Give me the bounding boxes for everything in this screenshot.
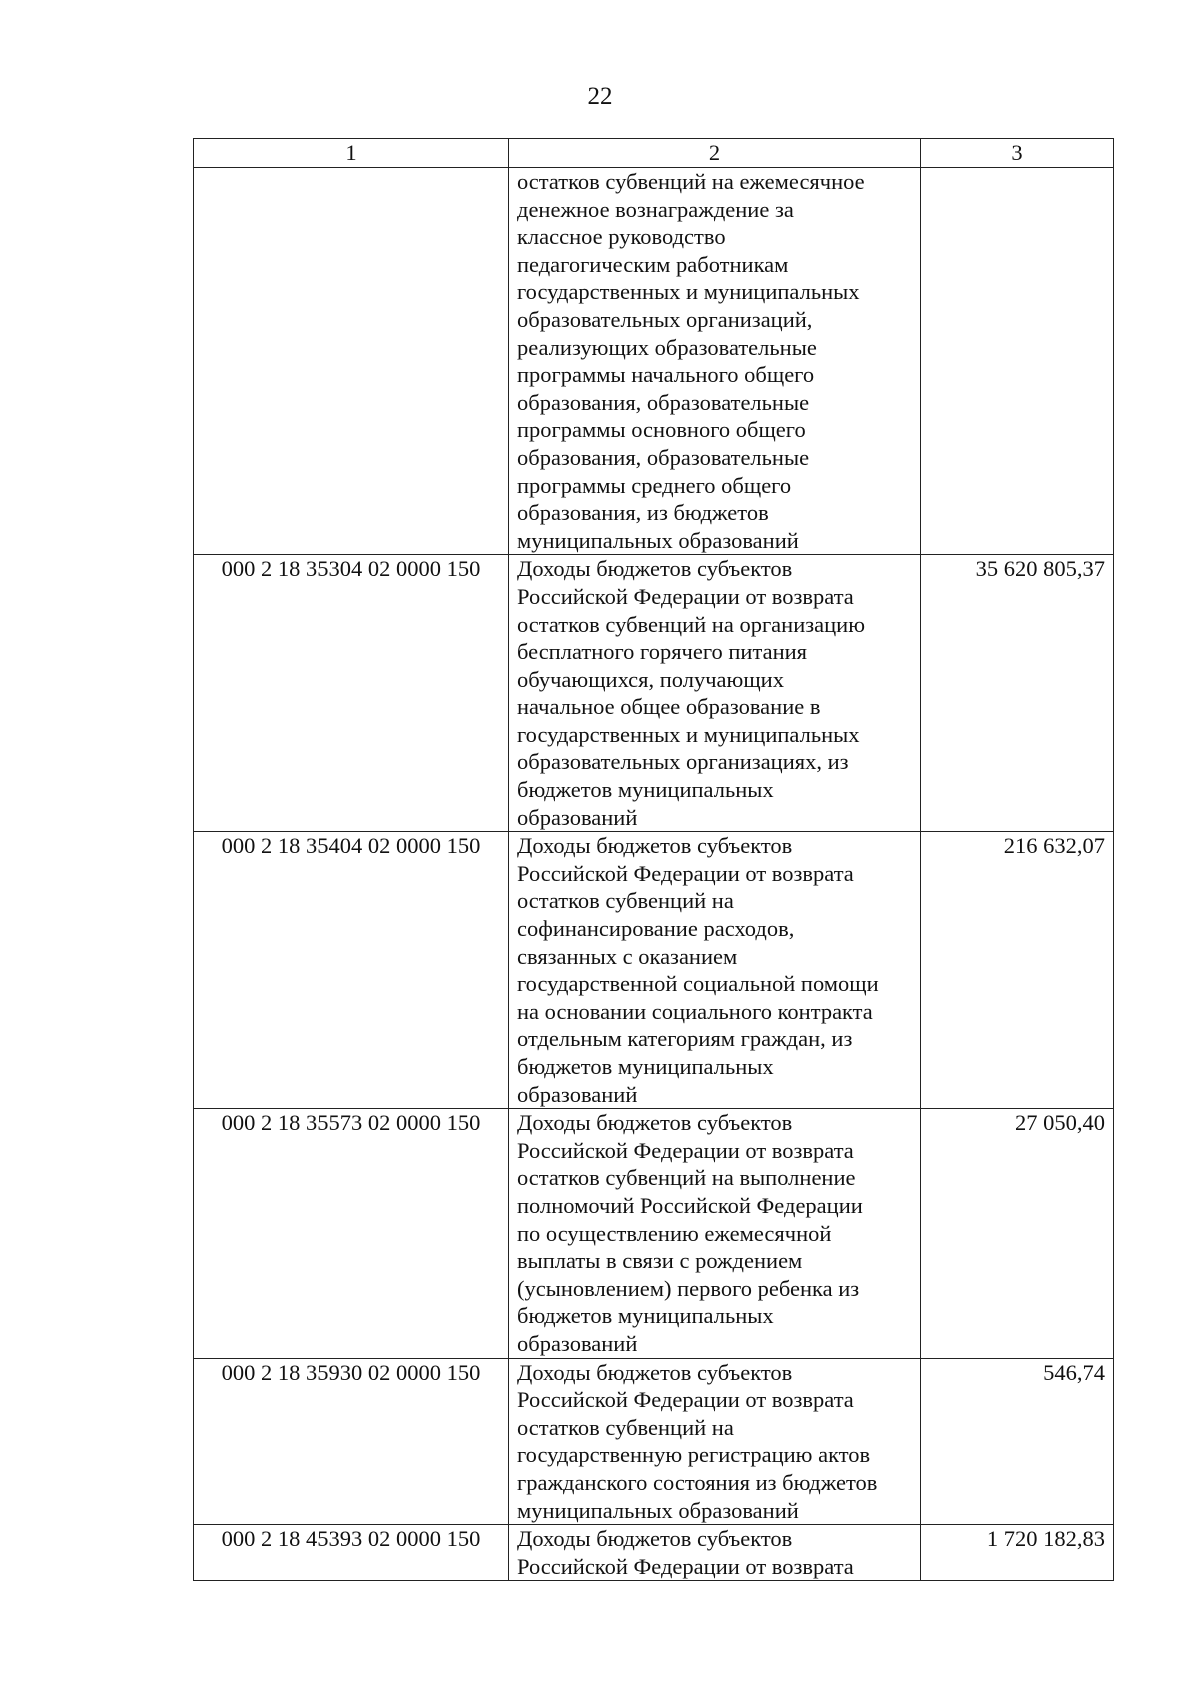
revenue-code: 000 2 18 35304 02 0000 150: [194, 555, 509, 832]
table-row: [194, 555, 1114, 832]
page-number: 22: [587, 83, 613, 110]
column-header-description: 2: [509, 139, 921, 168]
column-header-amount: 3: [921, 139, 1114, 168]
table-row: [194, 1358, 1114, 1525]
revenue-amount: 546,74: [921, 1358, 1114, 1525]
revenue-description: Доходы бюджетов субъектов Российской Федерации от возврата остатков субвенций на государственную регистрацию актов гражданского состояния из бюджетов муниципальных образований: [509, 1358, 921, 1525]
revenue-description: Доходы бюджетов субъектов Российской Федерации от возврата: [509, 1525, 921, 1581]
revenue-amount: 216 632,07: [921, 832, 1114, 1109]
revenue-description: Доходы бюджетов субъектов Российской Федерации от возврата остатков субвенций на софинансирование расходов, связанных с оказанием государственной социальной помощи на основании социального контракта отдельным категориям граждан, из бюджетов муниципальных образований: [509, 832, 921, 1109]
table-row: [194, 1109, 1114, 1358]
budget-revenue-table: [193, 138, 1114, 1581]
revenue-amount: 1 720 182,83: [921, 1525, 1114, 1581]
revenue-code: 000 2 18 35930 02 0000 150: [194, 1358, 509, 1525]
revenue-amount: [921, 168, 1114, 555]
revenue-code: 000 2 18 35573 02 0000 150: [194, 1109, 509, 1358]
revenue-description: Доходы бюджетов субъектов Российской Федерации от возврата остатков субвенций на организацию бесплатного горячего питания обучающихся, получающих начальное общее образование в государственных и муниципальных образовательных организациях, из бюджетов муниципальных образований: [509, 555, 921, 832]
table-row: [194, 168, 1114, 555]
column-header-code: 1: [194, 139, 509, 168]
revenue-description: Доходы бюджетов субъектов Российской Федерации от возврата остатков субвенций на выполнение полномочий Российской Федерации по осуществлению ежемесячной выплаты в связи с рождением (усыновлением) первого ребенка из бюджетов муниципальных образований: [509, 1109, 921, 1358]
revenue-amount: 27 050,40: [921, 1109, 1114, 1358]
revenue-code: [194, 168, 509, 555]
table-row: [194, 1525, 1114, 1581]
revenue-amount: 35 620 805,37: [921, 555, 1114, 832]
table-row: [194, 832, 1114, 1109]
revenue-code: 000 2 18 45393 02 0000 150: [194, 1525, 509, 1581]
revenue-description: остатков субвенций на ежемесячное денежное вознаграждение за классное руководство педагогическим работникам государственных и муниципальных образовательных организаций, реализующих образовательные программы начального общего образования, образовательные программы основного общего образования, образовательные программы среднего общего образования, из бюджетов муниципальных образований: [509, 168, 921, 555]
table-header-row: [194, 139, 1114, 168]
revenue-code: 000 2 18 35404 02 0000 150: [194, 832, 509, 1109]
